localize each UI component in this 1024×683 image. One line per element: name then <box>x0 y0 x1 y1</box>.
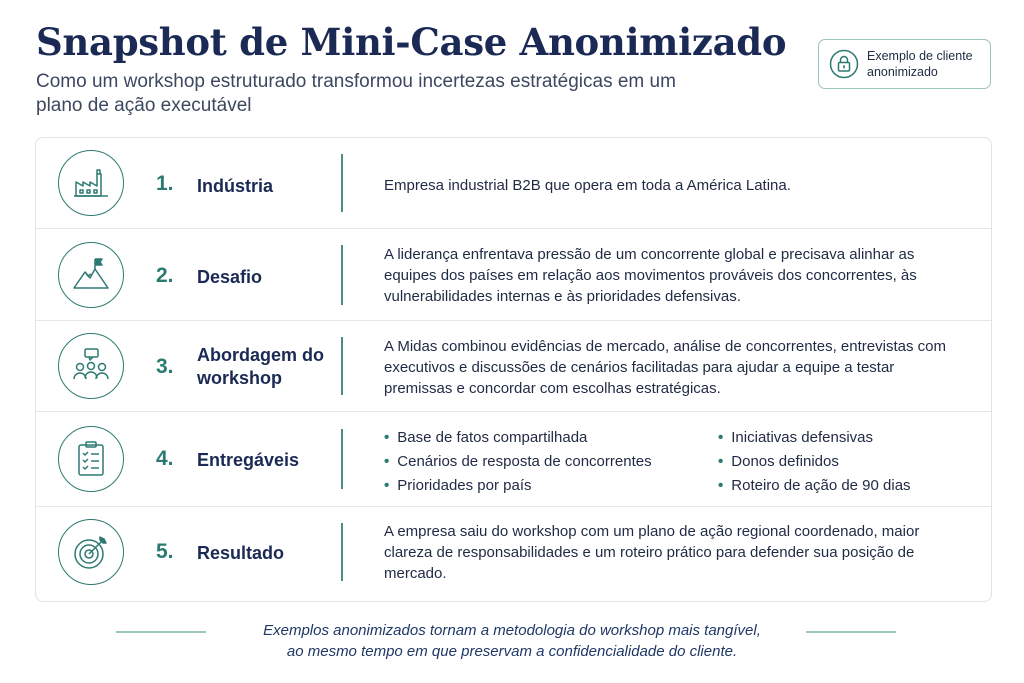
page-subtitle: Como um workshop estruturado transformou incertezas estratégicas em um plano de ação executável <box>36 71 676 116</box>
list-item: • Roteiro de ação de 90 dias <box>718 474 911 498</box>
page-title: Snapshot de Mini-Case Anonimizado <box>36 20 787 64</box>
list-item: • Iniciativas defensivas <box>718 426 911 450</box>
row-label: Indústria <box>197 176 274 196</box>
row-industry <box>36 138 991 229</box>
row-number: 2. <box>156 264 174 287</box>
mountain-flag-icon <box>70 254 112 296</box>
row-divider <box>341 337 343 395</box>
footer-line-2: ao mesmo tempo em que preservam a confidencialidade do cliente. <box>286 643 738 660</box>
clipboard-checklist-icon <box>70 438 112 480</box>
factory-icon <box>70 162 112 204</box>
row-divider <box>341 523 343 581</box>
target-arrow-icon <box>70 531 112 573</box>
target-icon-circle <box>58 519 124 585</box>
badge-text: Exemplo de cliente anonimizado <box>867 49 973 79</box>
list-item: • Base de fatos compartilhada <box>384 426 652 450</box>
row-description: A liderança enfrentava pressão de um concorrente global e precisava alinhar as equipes dos países em relação aos movimentos prováveis dos concorrentes, às vulnerabilidades internas e às prioridades defensivas. <box>384 246 917 305</box>
row-description: Empresa industrial B2B que opera em toda a América Latina. <box>384 177 791 194</box>
team-icon-circle <box>58 333 124 399</box>
anonymized-client-badge <box>818 39 991 89</box>
footer-line-1: Exemplos anonimizados tornam a metodologia do workshop mais tangível, <box>263 622 761 639</box>
row-label: Desafio <box>197 267 263 287</box>
row-description: A empresa saiu do workshop com um plano de ação regional coordenado, maior clareza de responsabilidades e um roteiro prático para defender sua posição de mercado. <box>384 523 920 582</box>
footer-divider-left <box>116 631 206 633</box>
row-description: A Midas combinou evidências de mercado, análise de concorrentes, entrevistas com executivos e discussões de cenários facilitadas para ajudar a equipe a testar premissas e concordar com escolhas estratégicas. <box>384 338 946 397</box>
clipboard-icon-circle <box>58 426 124 492</box>
row-number: 3. <box>156 355 174 378</box>
footer-note <box>210 620 814 662</box>
footer-divider-right <box>806 631 896 633</box>
row-result <box>36 507 991 603</box>
row-label: Resultado <box>197 543 285 563</box>
list-item: • Cenários de resposta de concorrentes <box>384 450 652 474</box>
row-deliverables <box>36 412 991 507</box>
list-item: • Donos definidos <box>718 450 911 474</box>
row-number: 1. <box>156 172 174 195</box>
row-number: 4. <box>156 447 174 470</box>
case-card <box>35 137 992 602</box>
row-divider <box>341 429 343 489</box>
team-discussion-icon <box>70 345 112 387</box>
row-number: 5. <box>156 540 174 563</box>
list-item: • Prioridades por país <box>384 474 652 498</box>
row-approach <box>36 321 991 412</box>
row-label: Entregáveis <box>197 450 300 470</box>
row-challenge <box>36 229 991 321</box>
mountain-icon-circle <box>58 242 124 308</box>
factory-icon-circle <box>58 150 124 216</box>
row-divider <box>341 245 343 305</box>
lock-icon <box>829 49 859 79</box>
row-divider <box>341 154 343 212</box>
row-label: Abordagem do workshop <box>197 345 325 388</box>
